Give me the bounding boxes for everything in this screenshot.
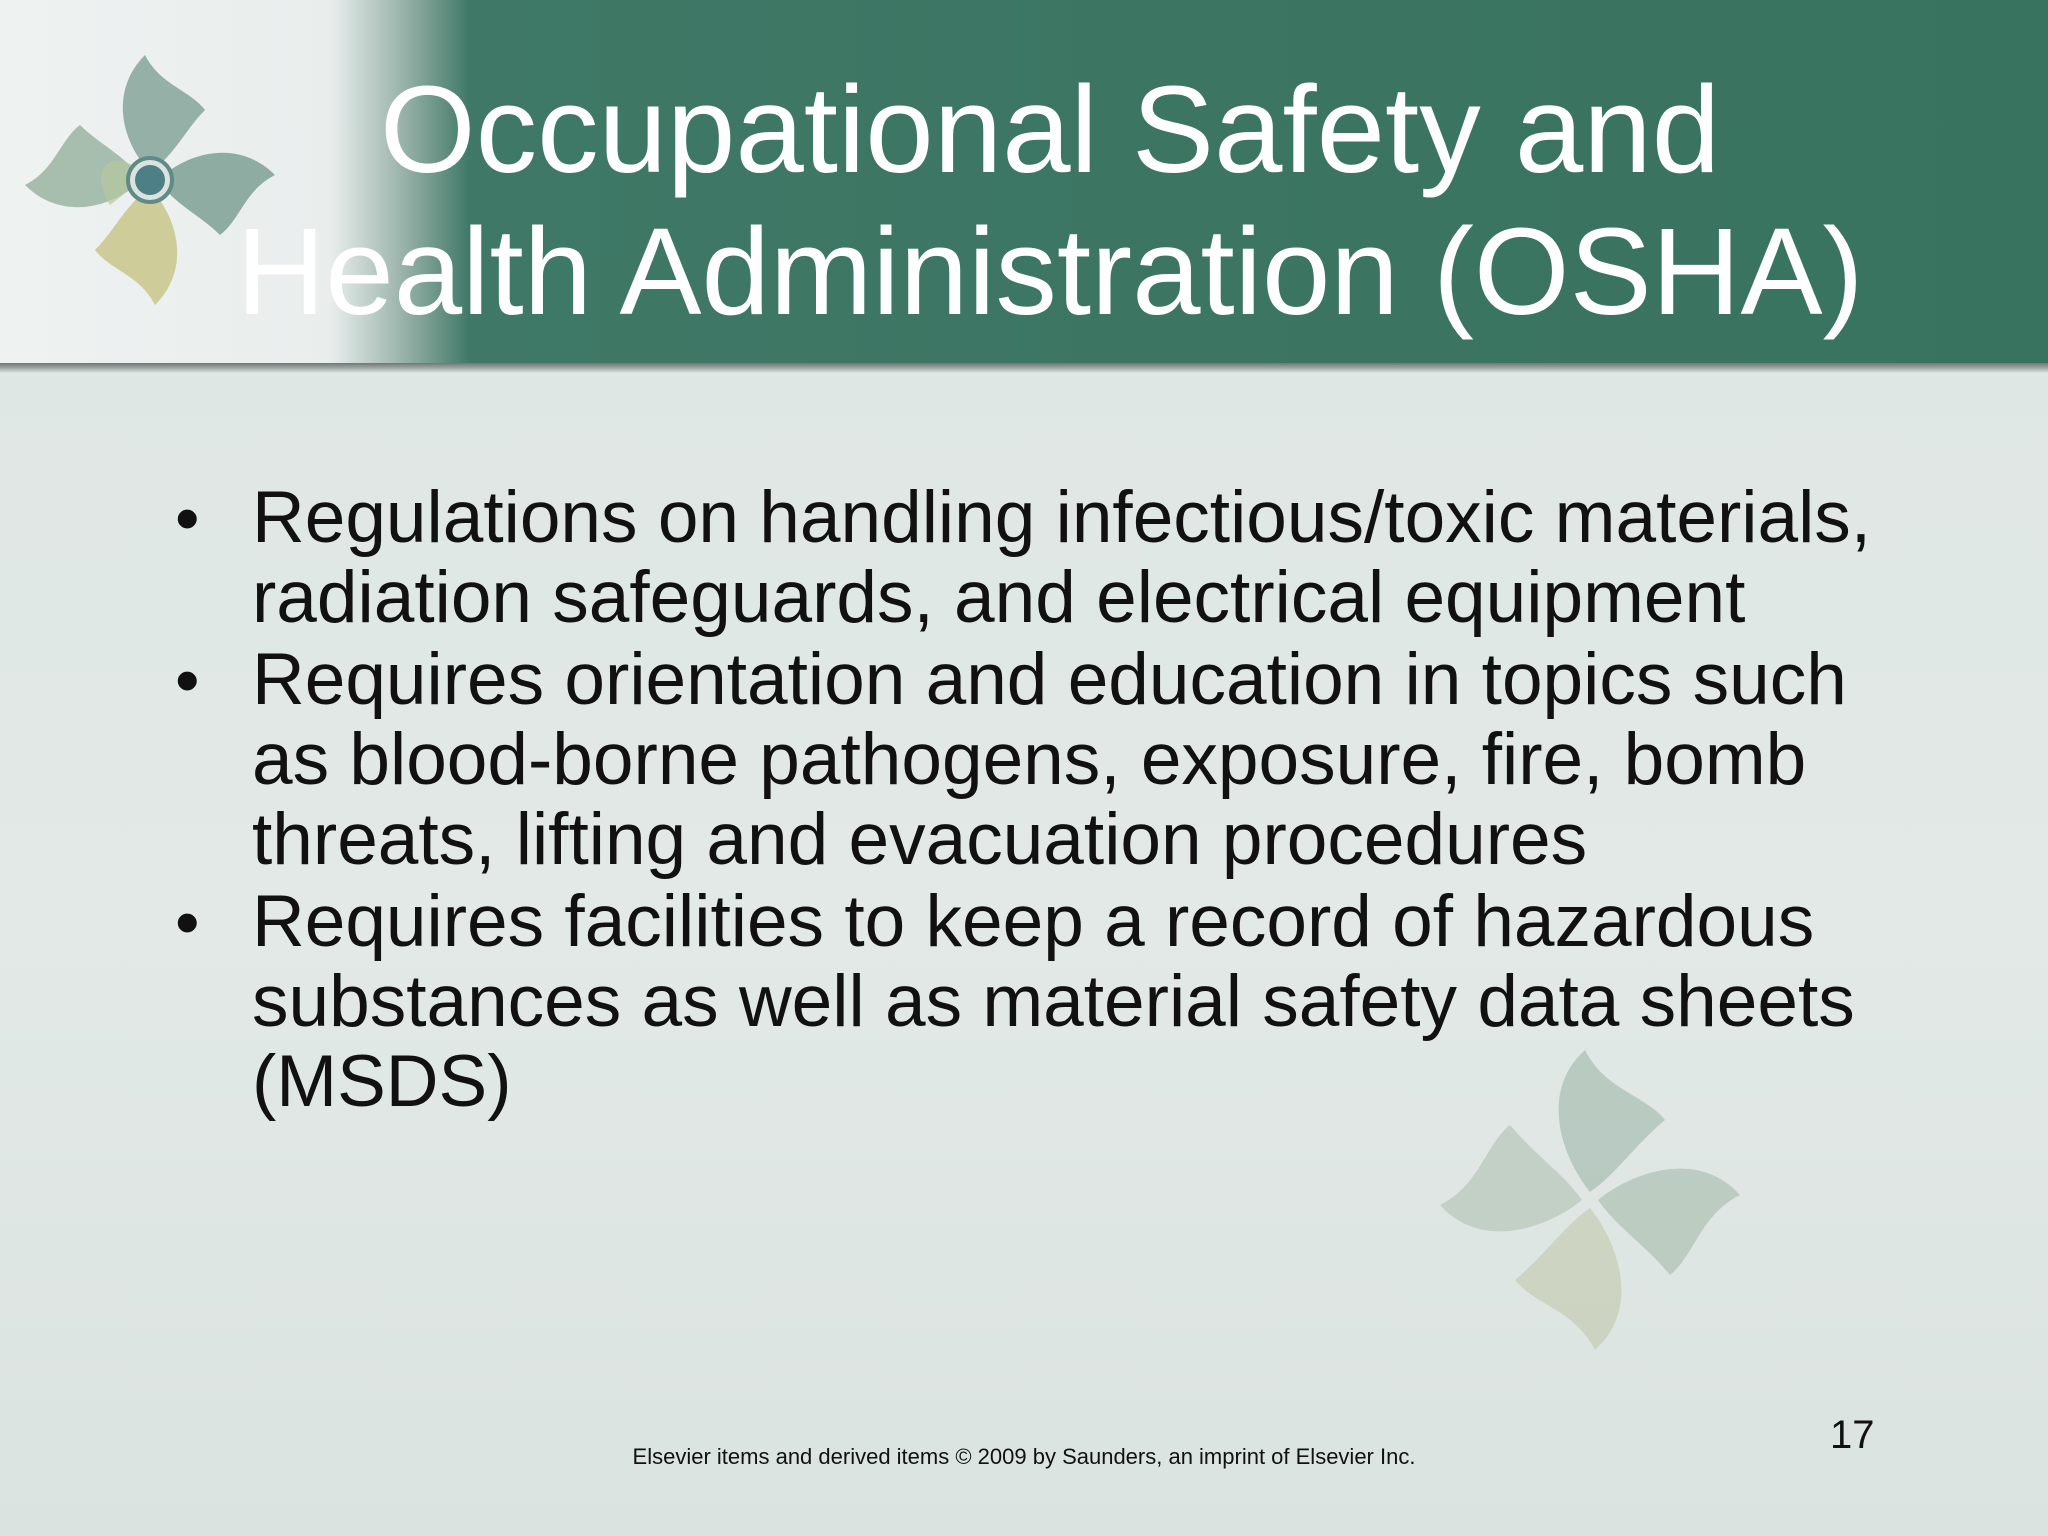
slide-title-line-1: Occupational Safety and [379, 62, 1721, 199]
watermark-petal-right [1598, 1169, 1740, 1275]
bullet-dot-icon: • [175, 479, 200, 557]
bullet-dot-icon: • [175, 641, 200, 719]
copyright-notice: Elsevier items and derived items © 2009 by Saunders, an imprint of Elsevier Inc. [632, 1444, 1416, 1469]
slide-title [150, 60, 1950, 344]
bullet-item [165, 478, 1925, 638]
slide-title-line-2: Health Administration (OSHA) [236, 204, 1864, 341]
watermark-petal-bottom [1515, 1208, 1621, 1350]
page-number: 17 [1830, 1413, 1875, 1457]
bullet-text: Requires facilities to keep a record of hazardous substances as well as material safety data sheets (MSDS) [252, 881, 1855, 1122]
bullet-dot-icon: • [175, 883, 200, 961]
bullet-text: Requires orientation and education in topics such as blood-borne pathogens, exposure, fire, bomb threats, lifting and evacuation procedures [252, 639, 1847, 880]
header-divider [0, 363, 2048, 373]
bullet-text: Regulations on handling infectious/toxic materials, radiation safeguards, and electrical equipment [252, 477, 1872, 638]
bullet-item [165, 882, 1925, 1122]
watermark-petal-left [1440, 1125, 1582, 1231]
bullet-list [165, 478, 1925, 1124]
bullet-item [165, 640, 1925, 880]
